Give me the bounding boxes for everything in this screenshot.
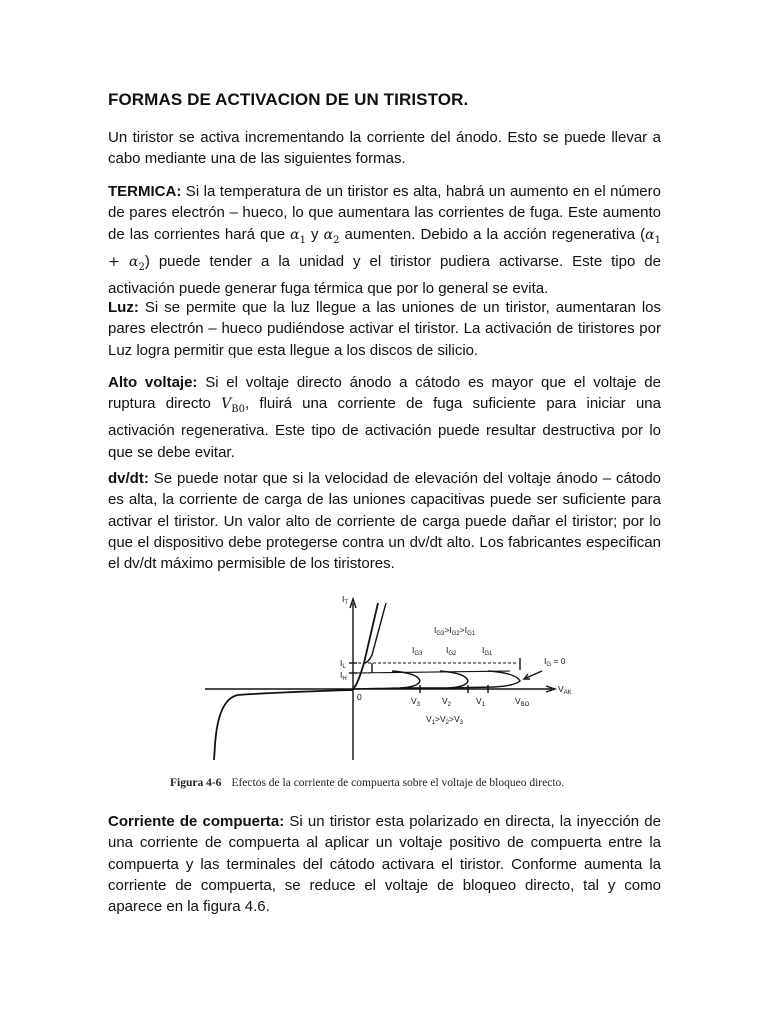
v1-label: $V_1$	[476, 696, 486, 708]
alpha-sum-expression: $\alpha_1 + \alpha_2$	[108, 226, 662, 273]
v3-label: $V_3$	[411, 696, 421, 708]
compuerta-paragraph: Corriente de compuerta: Si un tiristor esta polarizado en directa, la inyección de una corriente de compuerta al aplicar un voltaje positivo de compuerta entre la compuerta y las terminales del cátodo activara el tiristor. Conforme aumenta la corriente de compuerta, se reduce el voltaje de bloqueo directo, tal y como aparece en la figura 4.6.	[108, 813, 661, 916]
luz-paragraph: Luz: Si se permite que la luz llegue a las uniones de un tiristor, aumentaran los pares electrón – hueco pudiéndose activar el tiristor. La activación de tiristores por Luz logra permitir que esta llegue a los discos de silicio.	[108, 299, 661, 359]
thyristor-characteristic-plot	[170, 585, 610, 775]
ig1-label: $I_{G1}$	[482, 645, 493, 657]
il-label: $I_L$	[340, 658, 346, 670]
alpha2-symbol: $\alpha_2$	[323, 226, 340, 246]
reverse-curve	[214, 690, 353, 760]
ig3-label: $I_{G3}$	[412, 645, 423, 657]
intro-paragraph: Un tiristor se activa incrementando la corriente del ánodo. Esto se puede llevar a cabo mediante una de las siguientes formas.	[108, 129, 661, 168]
ig0-label: $I_G = 0$	[544, 656, 566, 668]
compuerta-label: Corriente de compuerta:	[108, 813, 285, 830]
ih-label: $I_H$	[340, 670, 347, 682]
x-axis-label: $V_{AK}$	[558, 684, 572, 696]
alto-voltaje-label: Alto voltaje:	[108, 374, 198, 391]
holding-current-line	[353, 671, 510, 673]
y-axis-label: $I_T$	[342, 594, 349, 606]
termica-label: TERMICA:	[108, 183, 182, 200]
dvdt-paragraph: dv/dt: Se puede notar que si la velocidad de elevación del voltaje ánodo – cátodo es alta, la corriente de carga de las uniones capacitivas puede ser suficiente para activar el tiristor. Un valor alto de corriente de carga puede dañar el tiristor; por lo que el dispositivo debe protegerse contra un dv/dt alto. Los fabricantes especifican el dv/dt máximo permisible de los tiristores.	[108, 470, 661, 573]
alto-voltaje-paragraph: Alto voltaje: Si el voltaje directo ánodo a cátodo es mayor que el voltaje de ruptura directo $V_{B0}$, fluirá una corriente de fuga suficiente para iniciar una activación regenerativa. Este tipo de activación puede resultar destructiva por lo que se debe evitar.	[108, 374, 661, 461]
page-title: FORMAS DE ACTIVACION DE UN TIRISTOR.	[108, 90, 469, 109]
origin-label: 0	[357, 692, 362, 702]
v2-label: $V_2$	[442, 696, 452, 708]
termica-paragraph: TERMICA: Si la temperatura de un tiristor es alta, habrá un aumento en el número de pares electrón – hueco, lo que aumentara las corrientes de fuga. Este aumento de las corrientes hará que $\alpha_1$ y $\alpha_2$ aumenten. Debido a la acción regenerativa $(\alpha_1 + \alpha_2)$ puede tender a la unidad y el tiristor pudiera activarse. Este tipo de activación puede generar fuga térmica que por lo general se evita.	[108, 183, 662, 297]
figure-caption	[170, 777, 610, 789]
figure-caption-text: Efectos de la corriente de compuerta sobre el voltaje de bloqueo directo.	[231, 777, 565, 789]
figure-caption-label: Figura 4-6	[170, 777, 222, 789]
voltage-order-label: $V_1>V_2>V_3$	[426, 714, 463, 726]
vbo-label: $V_{BO}$	[515, 696, 530, 708]
vbo-symbol: $V_{B0}$	[221, 396, 245, 416]
gate-current-order-label: $I_{G3}>I_{G2}>I_{G1}$	[434, 625, 476, 637]
ig3-curve	[353, 671, 420, 689]
luz-label: Luz:	[108, 299, 139, 316]
dvdt-label: dv/dt:	[108, 470, 149, 487]
thyristor-characteristic-figure	[170, 585, 610, 800]
ig2-label: $I_{G2}$	[446, 645, 457, 657]
alpha1-symbol: $\alpha_1$	[290, 226, 306, 246]
